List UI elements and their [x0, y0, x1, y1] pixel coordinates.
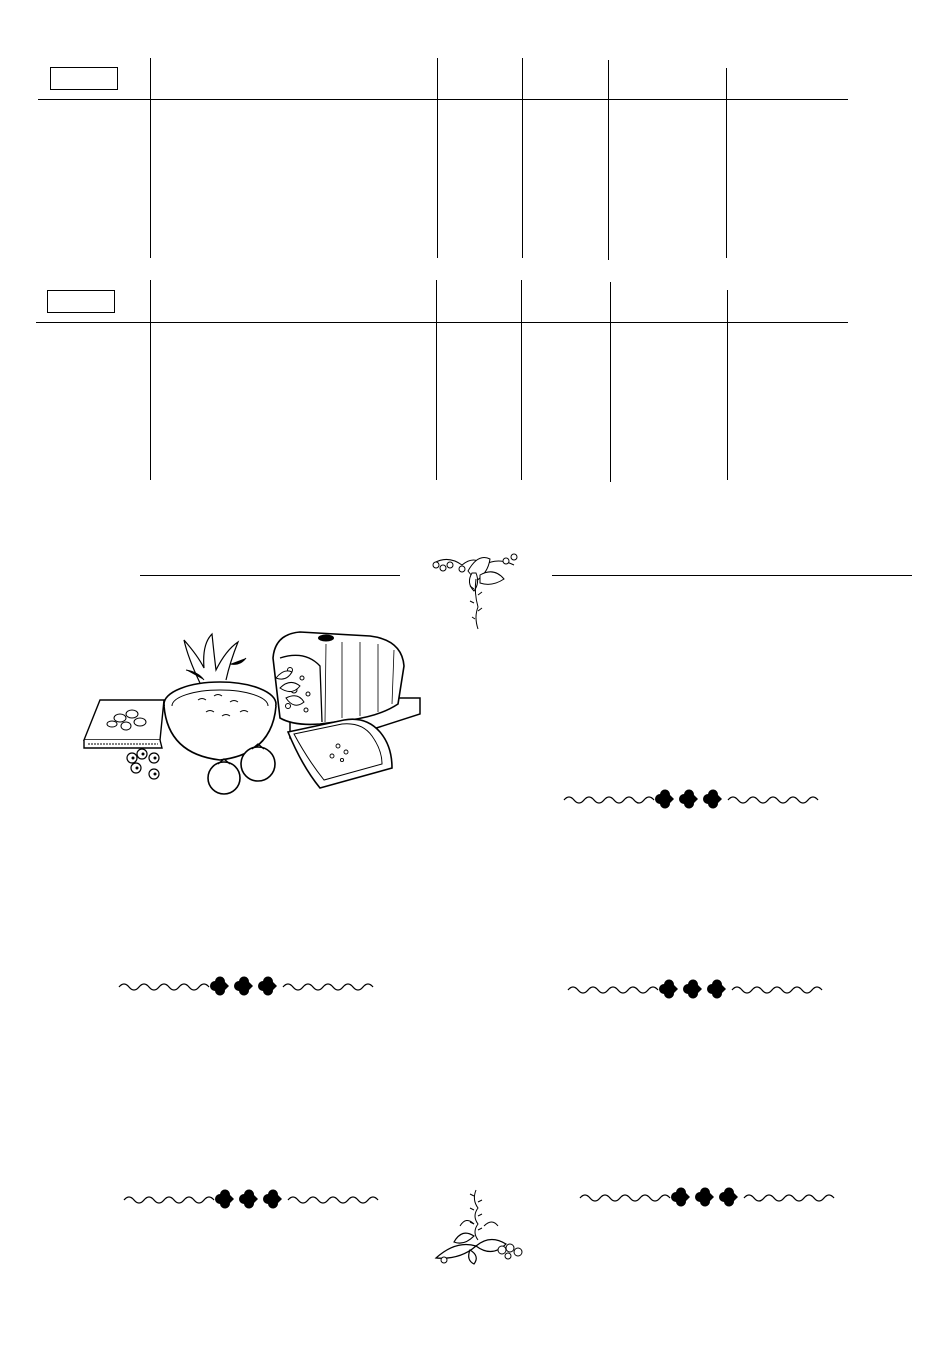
heart-wave-divider-icon: [566, 982, 828, 996]
heart-wave-divider-icon: [578, 1190, 840, 1204]
table-bottom-col-divider: [610, 282, 611, 482]
table-bottom-col-divider: [521, 280, 522, 480]
table-top-col-divider: [150, 58, 151, 258]
table-top-col-divider: [522, 58, 523, 258]
table-bottom-col-divider: [150, 280, 151, 480]
leaf-vine-ornament-icon: [428, 545, 528, 635]
table-top-col-divider: [608, 60, 609, 260]
table-top-col-divider: [726, 68, 727, 258]
table-bottom-col-divider: [727, 290, 728, 480]
table-bottom-label-box: [47, 290, 115, 313]
right-section-rule: [552, 575, 912, 576]
table-top-label-box: [50, 67, 118, 90]
left-section-rule: [140, 575, 400, 576]
heart-wave-divider-icon: [117, 979, 379, 993]
soup-bread-tomatoes-illustration: [80, 628, 425, 808]
heart-wave-divider-icon: [562, 792, 824, 806]
table-bottom-col-divider: [436, 280, 437, 480]
table-top-col-divider: [437, 58, 438, 258]
heart-wave-divider-icon: [122, 1192, 384, 1206]
flower-bouquet-ornament-icon: [430, 1186, 530, 1266]
